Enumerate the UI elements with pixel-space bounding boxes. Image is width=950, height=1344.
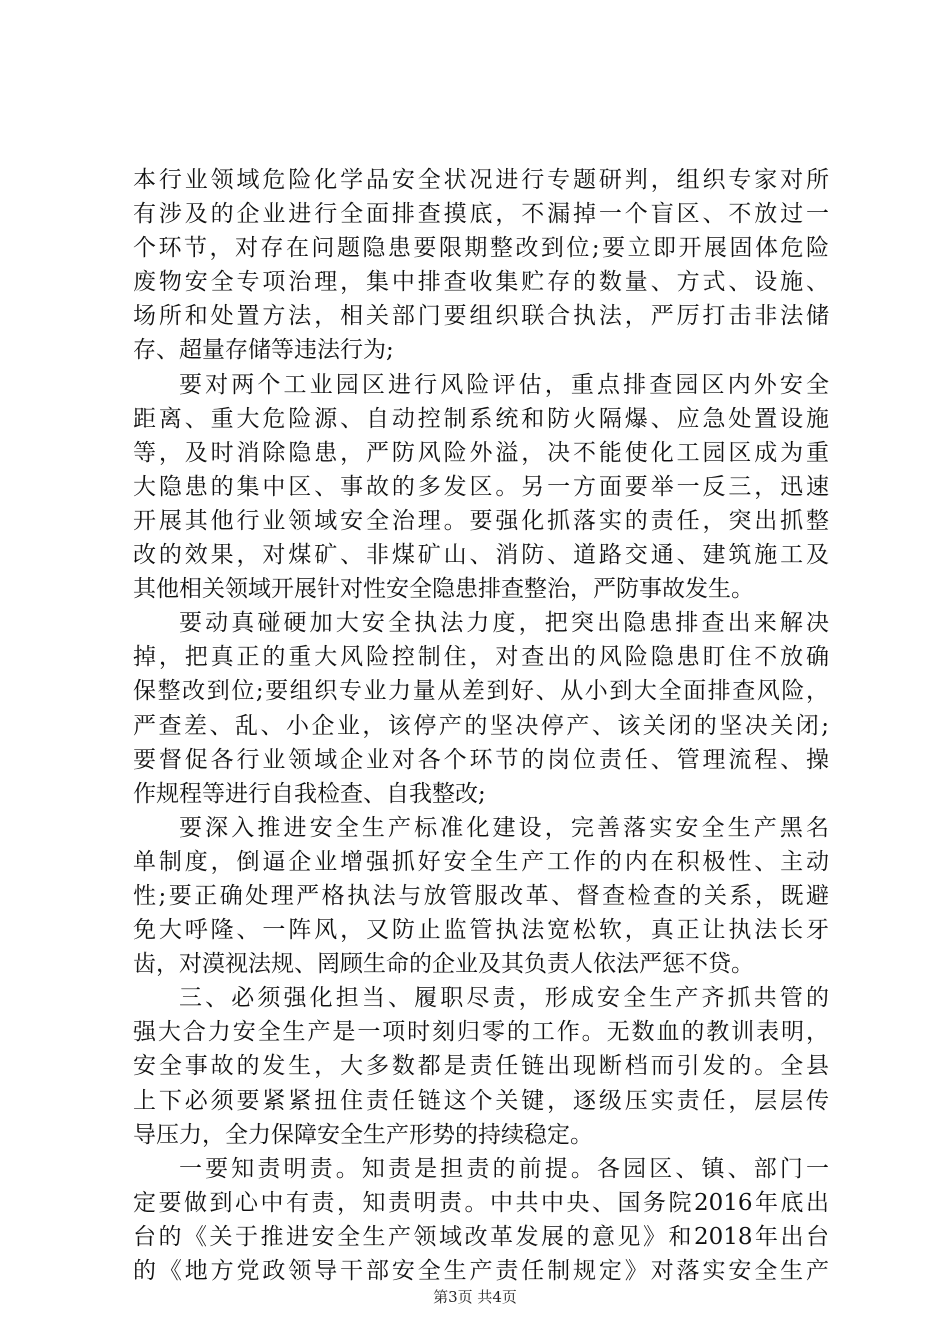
text-line: 性;要正确处理严格执法与放管服改革、督查检查的关系，既避 (133, 882, 829, 909)
text-line: 定要做到心中有责，知责明责。中共中央、国务院2016年底出 (133, 1189, 829, 1216)
text-line: 导压力，全力保障安全生产形势的持续稳定。 (133, 1121, 593, 1148)
text-line: 废物安全专项治理，集中排查收集贮存的数量、方式、设施、 (133, 269, 829, 296)
text-line: 的《地方党政领导干部安全生产责任制规定》对落实安全生产 (133, 1258, 829, 1284)
text-line: 要督促各行业领域企业对各个环节的岗位责任、管理流程、操 (133, 746, 829, 773)
text-line: 个环节，对存在问题隐患要限期整改到位;要立即开展固体危险 (133, 235, 829, 262)
page-number: 第3页 共4页 (433, 1288, 517, 1306)
text-line: 单制度，倒逼企业增强抓好安全生产工作的内在积极性、主动 (133, 848, 829, 875)
text-line: 强大合力安全生产是一项时刻归零的工作。无数血的教训表明， (133, 1019, 829, 1046)
text-line: 其他相关领域开展针对性安全隐患排查整治，严防事故发生。 (133, 576, 754, 603)
text-line: 保整改到位;要组织专业力量从差到好、从小到大全面排查风险， (133, 678, 829, 705)
page-footer (0, 1287, 950, 1307)
text-line: 本行业领域危险化学品安全状况进行专题研判，组织专家对所 (133, 167, 829, 193)
text-line: 安全事故的发生，大多数都是责任链出现断档而引发的。全县 (133, 1053, 829, 1080)
paragraph-first-line: 要对两个工业园区进行风险评估，重点排查园区内外安全 (179, 371, 829, 398)
text-line: 齿，对漠视法规、罔顾生命的企业及其负责人依法严惩不贷。 (133, 951, 754, 978)
text-line: 开展其他行业领域安全治理。要强化抓落实的责任，突出抓整 (133, 507, 829, 534)
text-line: 有涉及的企业进行全面排查摸底，不漏掉一个盲区、不放过一 (133, 201, 829, 228)
text-line: 上下必须要紧紧扭住责任链这个关键，逐级压实责任，层层传 (133, 1087, 829, 1114)
text-line: 免大呼隆、一阵风，又防止监管执法宽松软，真正让执法长牙 (133, 917, 829, 944)
paragraph-first-line: 一要知责明责。知责是担责的前提。各园区、镇、部门一 (179, 1155, 829, 1182)
paragraph-first-line: 要动真碰硬加大安全执法力度，把突出隐患排查出来解决 (179, 610, 829, 637)
paragraph-first-line: 三、必须强化担当、履职尽责，形成安全生产齐抓共管的 (179, 985, 829, 1012)
text-line: 严查差、乱、小企业，该停产的坚决停产、该关闭的坚决关闭; (133, 712, 829, 739)
text-line: 作规程等进行自我检查、自我整改; (133, 780, 486, 807)
text-line: 距离、重大危险源、自动控制系统和防火隔爆、应急处置设施 (133, 405, 829, 432)
paragraph-first-line: 要深入推进安全生产标准化建设，完善落实安全生产黑名 (179, 814, 829, 841)
text-line: 大隐患的集中区、事故的多发区。另一方面要举一反三，迅速 (133, 473, 829, 500)
text-line: 等，及时消除隐患，严防风险外溢，决不能使化工园区成为重 (133, 439, 829, 466)
text-line: 存、超量存储等违法行为; (133, 337, 394, 364)
text-line: 台的《关于推进安全生产领域改革发展的意见》和2018年出台 (133, 1223, 829, 1250)
text-line: 场所和处置方法，相关部门要组织联合执法，严厉打击非法储 (133, 303, 829, 330)
text-line: 掉，把真正的重大风险控制住，对查出的风险隐患盯住不放确 (133, 644, 829, 671)
document-body (133, 163, 829, 1288)
text-line: 改的效果，对煤矿、非煤矿山、消防、道路交通、建筑施工及 (133, 542, 829, 569)
